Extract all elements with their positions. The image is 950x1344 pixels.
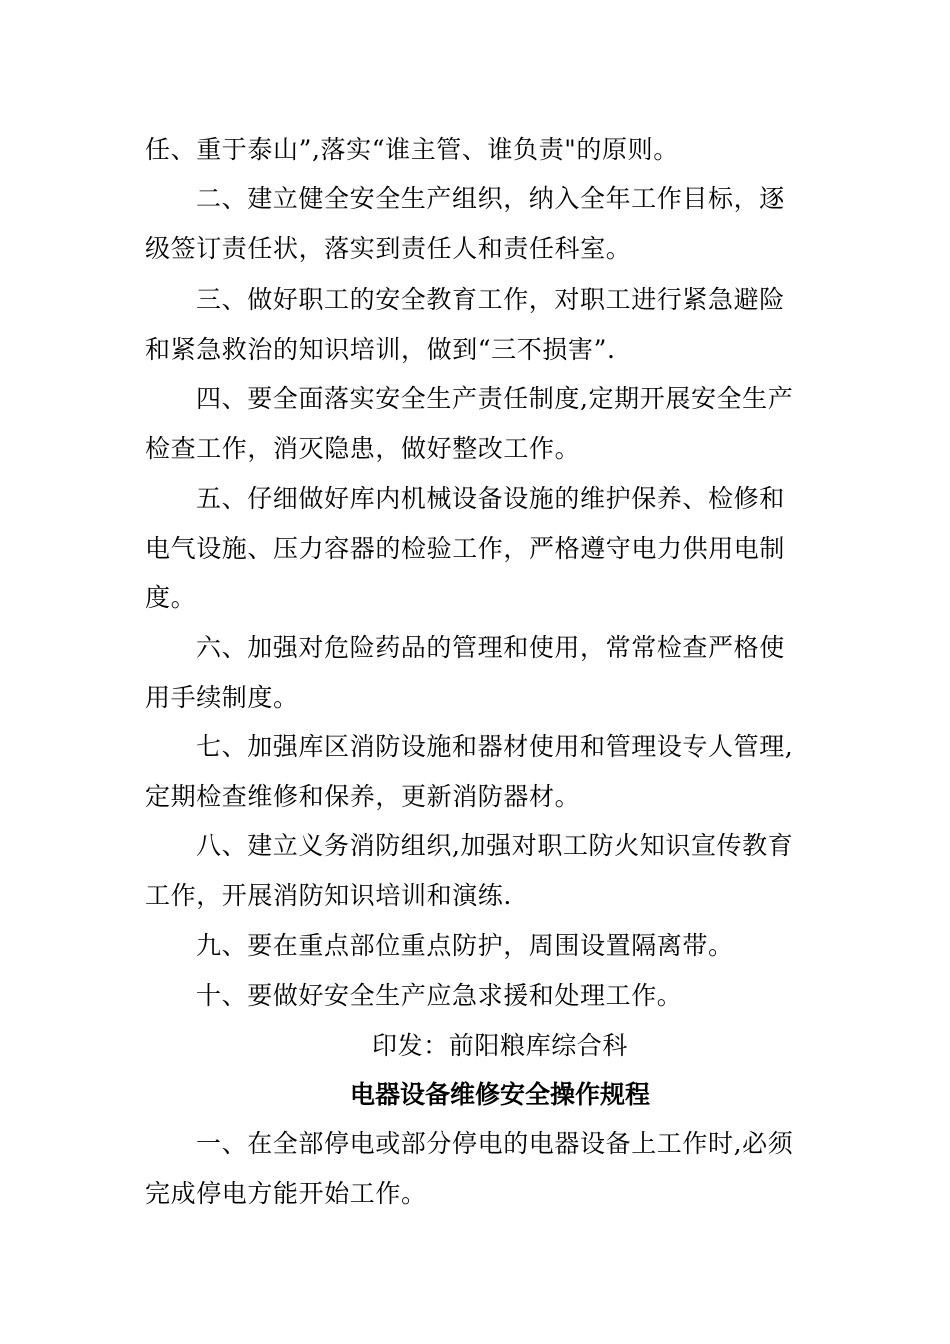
text-line: 工作，开展消防知识培训和演练. bbox=[145, 881, 512, 910]
text-line: 二、建立健全安全生产组织，纳入全年工作目标，逐 bbox=[196, 184, 785, 213]
text-line: 一、在全部停电或部分停电的电器设备上工作时,必须 bbox=[196, 1129, 794, 1158]
text-line: 定期检查维修和保养，更新消防器材。 bbox=[145, 782, 581, 811]
issuer-line: 印发：前阳粮库综合科 bbox=[372, 1031, 629, 1060]
text-line: 完成停电方能开始工作。 bbox=[145, 1179, 427, 1208]
text-line: 四、要全面落实安全生产责任制度,定期开展安全生产 bbox=[196, 384, 794, 413]
text-line: 三、做好职工的安全教育工作，对职工进行紧急避险 bbox=[196, 285, 785, 314]
text-line: 八、建立义务消防组织,加强对职工防火知识宣传教育 bbox=[196, 831, 794, 860]
text-line: 任、重于泰山”,落实“谁主管、谁负责"的原则。 bbox=[145, 135, 679, 164]
text-line: 用手续制度。 bbox=[145, 683, 299, 712]
text-line: 六、加强对危险药品的管理和使用，常常检查严格使 bbox=[196, 633, 785, 662]
text-line: 电气设施、压力容器的检验工作，严格遵守电力供用电制 bbox=[145, 534, 786, 563]
text-line: 和紧急救治的知识培训，做到“三不损害”. bbox=[145, 335, 616, 364]
text-line: 七、加强库区消防设施和器材使用和管理设专人管理, bbox=[196, 732, 794, 761]
text-line: 检查工作，消灭隐患，做好整改工作。 bbox=[145, 434, 581, 463]
text-line: 十、要做好安全生产应急求援和处理工作。 bbox=[196, 981, 683, 1010]
text-line: 度。 bbox=[145, 583, 197, 612]
section-title: 电器设备维修安全操作规程 bbox=[349, 1080, 650, 1109]
text-line: 九、要在重点部位重点防护，周围设置隔离带。 bbox=[196, 931, 734, 960]
text-line: 级签订责任状，落实到责任人和责任科室。 bbox=[145, 234, 632, 263]
text-line: 五、仔细做好库内机械设备设施的维护保养、检修和 bbox=[196, 484, 785, 513]
